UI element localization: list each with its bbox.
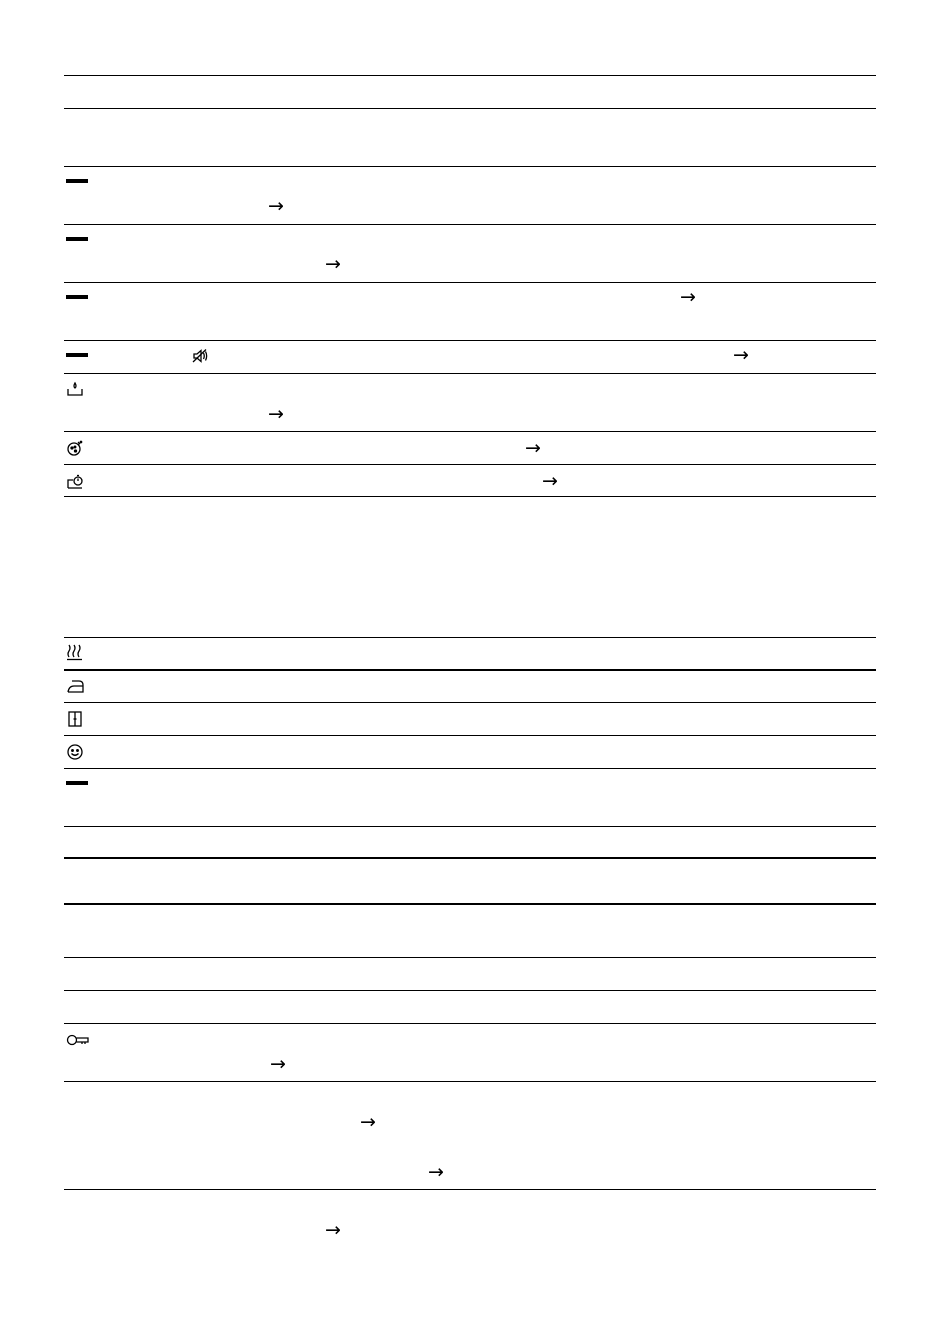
steam-icon [66,643,84,661]
table-rule [64,166,876,167]
arrow-icon: → [325,253,341,275]
smiley-icon [66,743,84,761]
table-rule [64,282,876,283]
arrow-icon: → [525,437,541,459]
stain-gear-icon [66,439,84,457]
arrow-icon: → [733,344,749,366]
dash-bar-icon [66,353,88,357]
arrow-icon: → [542,470,558,492]
table-rule [64,957,876,958]
table-rule [64,768,876,769]
arrow-icon: → [325,1219,341,1241]
table-rule [64,735,876,736]
table-rule [64,990,876,991]
table-rule [64,1189,876,1190]
arrow-icon: → [268,403,284,425]
arrow-icon: → [268,195,284,217]
arrow-icon: → [680,286,696,308]
arrow-icon: → [360,1111,376,1133]
dash-bar-icon [66,179,88,183]
table-rule [64,669,876,671]
table-rule [64,224,876,225]
water-drop-tub-icon [66,380,84,398]
table-rule [64,340,876,341]
table-rule [64,496,876,497]
door-icon [66,710,84,728]
table-rule [64,903,876,905]
table-rule [64,464,876,465]
dash-bar-icon [66,237,88,241]
table-rule [64,702,876,703]
key-lock-icon [66,1031,90,1049]
table-rule [64,1081,876,1082]
table-rule [64,431,876,432]
timer-rinse-icon [66,472,84,490]
table-rule [64,826,876,827]
table-rule [64,108,876,109]
table-rule [64,75,876,76]
dash-bar-icon [66,295,88,299]
dash-bar-icon [66,781,88,785]
sound-off-icon [191,347,209,365]
arrow-icon: → [270,1053,286,1075]
table-rule [64,637,876,638]
iron-icon [66,677,84,695]
arrow-icon: → [428,1161,444,1183]
table-rule [64,1023,876,1024]
table-rule [64,857,876,859]
table-rule [64,373,876,374]
